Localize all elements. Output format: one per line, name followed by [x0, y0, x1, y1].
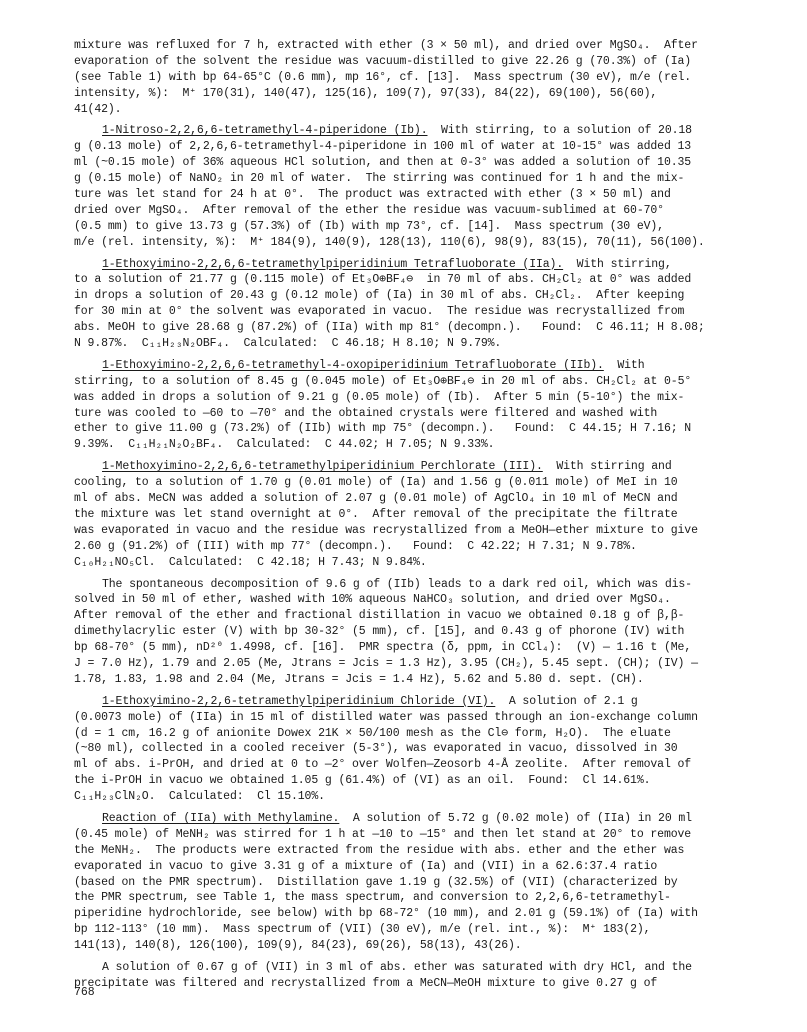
- text-line: [74, 374, 786, 390]
- line-text: bp 112-113° (10 mm). Mass spectrum of (VII) (30 eV), m/e (rel. int., %): M⁺ 183(2),: [74, 923, 651, 937]
- text-line: [74, 938, 786, 954]
- page-number: 768: [74, 986, 95, 999]
- text-line: [74, 358, 786, 374]
- text-line: [74, 304, 786, 320]
- section-heading: Reaction of (IIa) with Methylamine.: [102, 811, 340, 825]
- line-text: N 9.87%. C₁₁H₂₃N₂OBF₄. Calculated: C 46.18; H 8.10; N 9.79%.: [74, 337, 502, 351]
- line-text: g (0.15 mole) of NaNO₂ in 20 ml of water. The stirring was continued for 1 h and the mix-: [74, 172, 685, 186]
- text-line: [74, 922, 786, 938]
- text-line: [74, 757, 786, 773]
- line-text: mixture was refluxed for 7 h, extracted with ether (3 × 50 ml), and dried over MgSO₄. After: [74, 39, 698, 52]
- line-text: (d = 1 cm, 16.2 g of anionite Dowex 21K × 50/100 mesh as the Cl⊖ form, H₂O). The eluate: [74, 726, 671, 740]
- line-text: (0.45 mole) of MeNH₂ was stirred for 1 h at —10 to —15° and then let stand at 20° to remove: [74, 827, 692, 841]
- line-text: was evaporated in vacuo and the residue was recrystallized from a MeOH—ether mixture to give: [74, 523, 698, 537]
- line-text: stirring, to a solution of 8.45 g (0.045 mole) of Et₃O⊕BF₄⊖ in 20 ml of abs. CH₂Cl₂ at 0-5°: [74, 374, 692, 388]
- text-line: [74, 86, 786, 102]
- text-line: [74, 139, 786, 155]
- text-line: [74, 976, 786, 992]
- line-text: evaporated in vacuo to give 3.31 g of a mixture of (Ia) and (VII) in a 62.6:37.4 ratio: [74, 859, 658, 873]
- text-line: [74, 336, 786, 352]
- text-line: [74, 171, 786, 187]
- text-line: [74, 257, 786, 273]
- text-column: [74, 38, 786, 992]
- text-line: [74, 390, 786, 406]
- text-line: [74, 960, 786, 976]
- line-text: A solution of 0.67 g of (VII) in 3 ml of abs. ether was saturated with dry HCl, and the: [102, 960, 692, 974]
- line-text: 9.39%. C₁₁H₂₁N₂O₂BF₄. Calculated: C 44.02; H 7.05; N 9.33%.: [74, 438, 495, 452]
- paragraph-p-iii: [74, 459, 786, 570]
- text-line: [74, 102, 786, 118]
- text-line: [74, 491, 786, 507]
- line-text: ml of abs. MeCN was added a solution of 2.07 g (0.01 mole) of AgClO₄ in 10 ml of MeCN and: [74, 492, 678, 506]
- line-text: dimethylacrylic ester (V) with bp 30-32° (5 mm), cf. [15], and 0.43 g of phorone (IV) with: [74, 625, 685, 639]
- line-text: ture was cooled to —60 to —70° and the obtained crystals were filtered and washed with: [74, 406, 658, 420]
- text-line: [74, 555, 786, 571]
- text-line: [74, 475, 786, 491]
- line-text: ml (~0.15 mole) of 36% aqueous HCl solution, and then at 0-3° was added a solution of 10.35: [74, 156, 692, 170]
- line-text: bp 68-70° (5 mm), nD²⁰ 1.4998, cf. [16]. PMR spectra (δ, ppm, in CCl₄): (V) — 1.16 t (Me,: [74, 641, 692, 655]
- line-text: A solution of 5.72 g (0.02 mole) of (IIa) in 20 ml: [339, 811, 692, 825]
- text-line: [74, 789, 786, 805]
- text-line: [74, 421, 786, 437]
- text-line: [74, 624, 786, 640]
- paragraph-p-decomp: [74, 577, 786, 688]
- text-line: [74, 123, 786, 139]
- text-line: [74, 827, 786, 843]
- line-text: 2.60 g (91.2%) of (III) with mp 77° (decompn.). Found: C 42.22; H 7.31; N 9.78%.: [74, 539, 637, 553]
- line-text: The spontaneous decomposition of 9.6 g of (IIb) leads to a dark red oil, which was dis-: [102, 577, 692, 591]
- line-text: 141(13), 140(8), 126(100), 109(9), 84(23), 69(26), 58(13), 43(26).: [74, 939, 522, 953]
- paragraph-p-iia: [74, 257, 786, 352]
- text-line: [74, 38, 786, 54]
- paragraph-p-iib: [74, 358, 786, 453]
- line-text: (~80 ml), collected in a cooled receiver (5-3°), was evaporated in vacuo, dissolved in 30: [74, 742, 678, 756]
- line-text: in drops a solution of 20.43 g (0.12 mole) of (Ia) in 30 ml of abs. CH₂Cl₂. After keeping: [74, 289, 685, 303]
- text-line: [74, 608, 786, 624]
- text-line: [74, 437, 786, 453]
- line-text: (0.0073 mole) of (IIa) in 15 ml of distilled water was passed through an ion-exchange column: [74, 710, 698, 724]
- text-line: [74, 235, 786, 251]
- line-text: With stirring, to a solution of 20.18: [427, 124, 692, 138]
- section-heading: 1-Ethoxyimino-2,2,6-tetramethylpiperidinium Chloride (VI).: [102, 694, 496, 708]
- line-text: With stirring,: [563, 257, 672, 271]
- text-line: [74, 507, 786, 523]
- text-line: [74, 320, 786, 336]
- text-line: [74, 672, 786, 688]
- line-text: (based on the PMR spectrum). Distillation gave 1.19 g (32.5%) of (VII) (characterized by: [74, 875, 678, 889]
- line-text: the mixture was let stand overnight at 0°. After removal of the precipitate the filtrate: [74, 507, 678, 521]
- line-text: the i-PrOH in vacuo we obtained 1.05 g (61.4%) of (VI) as an oil. Found: Cl 14.61%.: [74, 774, 651, 788]
- text-line: [74, 859, 786, 875]
- line-text: to a solution of 21.77 g (0.115 mole) of Et₃O⊕BF₄⊖ in 70 ml of abs. CH₂Cl₂ at 0° was added: [74, 273, 692, 287]
- paragraph-p-ib: [74, 123, 786, 250]
- section-heading: 1-Ethoxyimino-2,2,6,6-tetramethylpiperidinium Tetrafluoborate (IIa).: [102, 257, 564, 271]
- paragraph-p-ia-end: [74, 38, 786, 117]
- text-line: [74, 272, 786, 288]
- text-line: [74, 592, 786, 608]
- text-line: [74, 640, 786, 656]
- text-line: [74, 219, 786, 235]
- line-text: (0.5 mm) to give 13.73 g (57.3%) of (Ib) with mp 73°, cf. [14]. Mass spectrum (30 eV),: [74, 219, 664, 233]
- text-line: [74, 694, 786, 710]
- line-text: for 30 min at 0° the solvent was evaporated in vacuo. The residue was recrystallized from: [74, 305, 685, 319]
- line-text: With stirring and: [542, 460, 672, 474]
- line-text: J = 7.0 Hz), 1.79 and 2.05 (Me, Jtrans = Jcis = 1.3 Hz), 3.95 (CH₂), 5.45 sept. (CH); (IV) —: [74, 656, 698, 670]
- text-line: [74, 288, 786, 304]
- text-line: [74, 843, 786, 859]
- text-line: [74, 811, 786, 827]
- line-text: 1.78, 1.83, 1.98 and 2.04 (Me, Jtrans = Jcis = 1.4 Hz), 5.62 and 5.80 d. sept. (CH).: [74, 672, 644, 686]
- text-line: [74, 656, 786, 672]
- text-line: [74, 577, 786, 593]
- line-text: evaporation of the solvent the residue was vacuum-distilled to give 22.26 g (70.3%) of (Ia): [74, 54, 692, 68]
- line-text: 41(42).: [74, 102, 122, 116]
- line-text: intensity, %): M⁺ 170(31), 140(47), 125(16), 109(7), 97(33), 84(22), 69(100), 56(60),: [74, 86, 658, 100]
- text-line: [74, 773, 786, 789]
- text-line: [74, 459, 786, 475]
- line-text: A solution of 2.1 g: [495, 694, 638, 708]
- paragraph-p-final: [74, 960, 786, 992]
- text-line: [74, 906, 786, 922]
- text-line: [74, 710, 786, 726]
- paragraph-p-methylamine: [74, 811, 786, 954]
- line-text: ether to give 11.00 g (73.2%) of (IIb) with mp 75° (decompn.). Found: C 44.15; H 7.16; N: [74, 422, 692, 436]
- text-line: [74, 203, 786, 219]
- text-line: [74, 890, 786, 906]
- text-line: [74, 875, 786, 891]
- text-line: [74, 523, 786, 539]
- text-line: [74, 539, 786, 555]
- text-line: [74, 726, 786, 742]
- line-text: was added in drops a solution of 9.21 g (0.05 mole) of (Ib). After 5 min (5-10°) the mix-: [74, 390, 685, 404]
- line-text: abs. MeOH to give 28.68 g (87.2%) of (IIa) with mp 81° (decompn.). Found: C 46.11; H 8.08;: [74, 321, 705, 335]
- line-text: C₁₀H₂₁NO₅Cl. Calculated: C 42.18; H 7.43; N 9.84%.: [74, 555, 427, 569]
- line-text: (see Table 1) with bp 64-65°C (0.6 mm), mp 16°, cf. [13]. Mass spectrum (30 eV), m/e (rel.: [74, 70, 692, 84]
- text-line: [74, 155, 786, 171]
- line-text: ml of abs. i-PrOH, and dried at 0 to —2° over Wolfen—Zeosorb 4-Å zeolite. After removal of: [74, 758, 692, 772]
- line-text: the MeNH₂. The products were extracted from the residue with abs. ether and the ether was: [74, 843, 685, 857]
- text-line: [74, 741, 786, 757]
- line-text: With: [603, 358, 645, 372]
- section-heading: 1-Ethoxyimino-2,2,6,6-tetramethyl-4-oxopiperidinium Tetrafluoborate (IIb).: [102, 358, 604, 372]
- paragraph-p-vi: [74, 694, 786, 805]
- line-text: After removal of the ether and fractional distillation in vacuo we obtained 0.18 g of β,β-: [74, 609, 685, 623]
- text-line: [74, 187, 786, 203]
- text-line: [74, 406, 786, 422]
- line-text: dried over MgSO₄. After removal of the ether the residue was vacuum-sublimed at 60-70°: [74, 203, 664, 217]
- line-text: piperidine hydrochloride, see below) with bp 68-72° (10 mm), and 2.01 g (59.1%) of (Ia) with: [74, 907, 698, 921]
- line-text: precipitate was filtered and recrystallized from a MeCN—MeOH mixture to give 0.27 g of: [74, 976, 658, 990]
- section-heading: 1-Nitroso-2,2,6,6-tetramethyl-4-piperidone (Ib).: [102, 124, 428, 138]
- line-text: cooling, to a solution of 1.70 g (0.01 mole) of (Ia) and 1.56 g (0.011 mole) of MeI in 10: [74, 476, 678, 490]
- line-text: solved in 50 ml of ether, washed with 10% aqueous NaHCO₃ solution, and dried over MgSO₄.: [74, 593, 671, 607]
- line-text: C₁₁H₂₃ClN₂O. Calculated: Cl 15.10%.: [74, 790, 325, 804]
- section-heading: 1-Methoxyimino-2,2,6,6-tetramethylpiperidinium Perchlorate (III).: [102, 460, 543, 474]
- text-line: [74, 54, 786, 70]
- line-text: m/e (rel. intensity, %): M⁺ 184(9), 140(9), 128(13), 110(6), 98(9), 83(15), 70(11), 56(100).: [74, 235, 705, 249]
- line-text: ture was let stand for 24 h at 0°. The product was extracted with ether (3 × 50 ml) and: [74, 188, 671, 202]
- line-text: g (0.13 mole) of 2,2,6,6-tetramethyl-4-piperidone in 100 ml of water at 10-15° was added 13: [74, 140, 692, 154]
- line-text: the PMR spectrum, see Table 1, the mass spectrum, and conversion to 2,2,6,6-tetramethyl-: [74, 891, 671, 905]
- text-line: [74, 70, 786, 86]
